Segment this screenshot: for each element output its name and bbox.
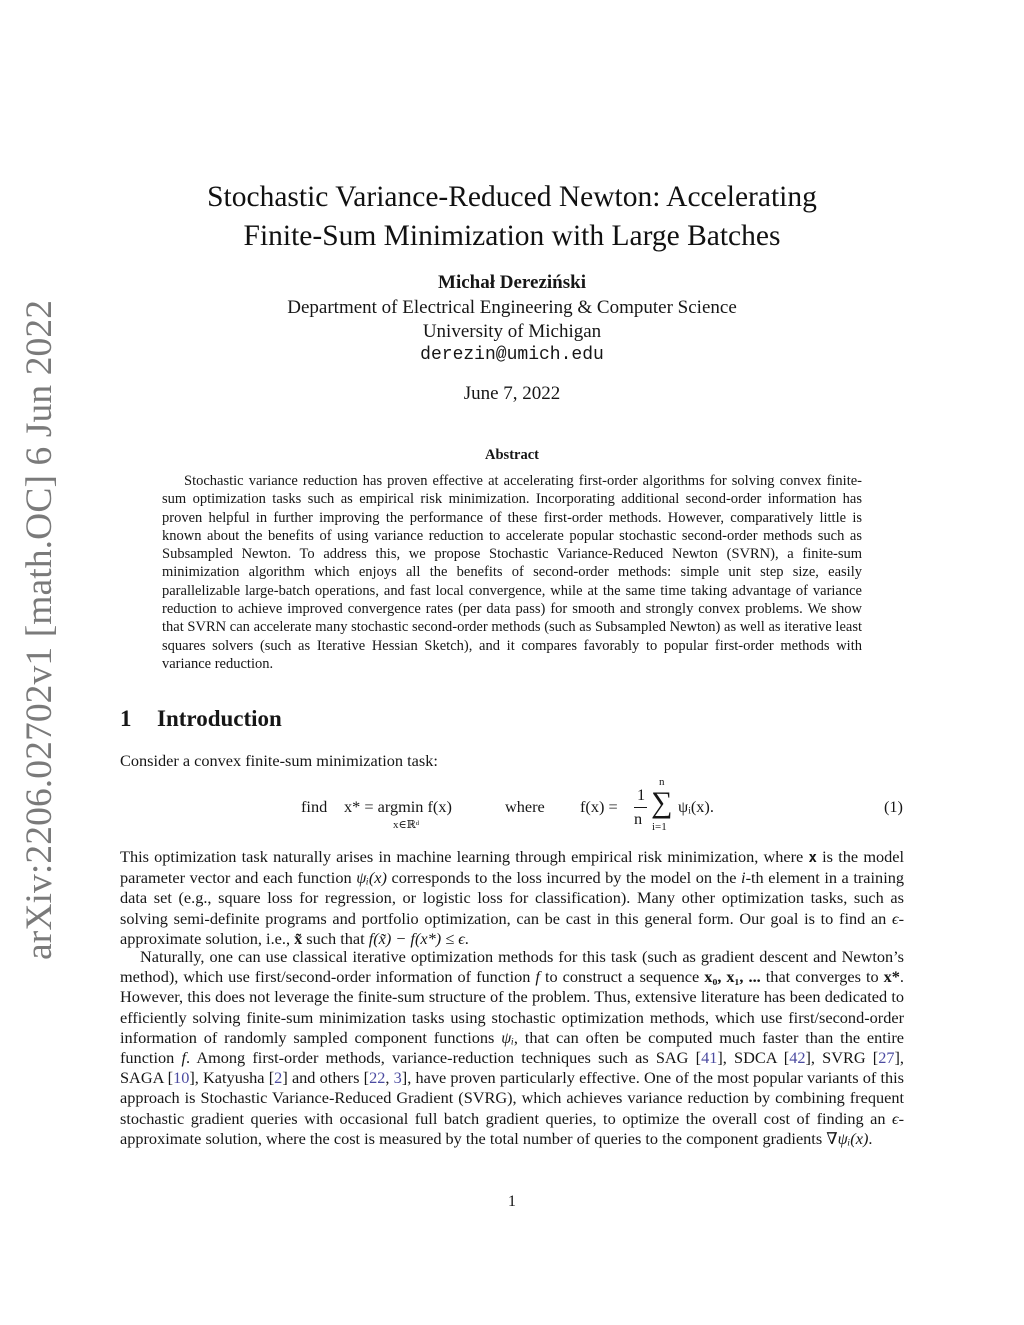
- text: -th element in a training data set (e.g., square loss for regression, or logistic loss for classification). Many other optimization tasks, such as solving semi-definite programs and portfolio optimization, can be cast in this general form. Our goal is to find an: [120, 868, 904, 928]
- text: that converges to: [760, 967, 884, 987]
- math-psi-i-x: ψᵢ(x): [356, 868, 387, 888]
- text: ], SDCA [: [717, 1048, 790, 1068]
- text: such that: [302, 928, 369, 948]
- eq-def-lhs: f(x) =: [580, 797, 618, 816]
- citation-42[interactable]: 42: [789, 1048, 806, 1068]
- math-f: f: [535, 967, 540, 987]
- page-number: 1: [507, 1191, 517, 1210]
- citation-10[interactable]: 10: [173, 1068, 190, 1088]
- math-psi-i: ψᵢ: [501, 1027, 514, 1047]
- title-line-1: Stochastic Variance-Reduced Newton: Accelerating: [207, 181, 817, 213]
- text: ], Katyusha [: [189, 1068, 275, 1088]
- intro-paragraph-1: [120, 847, 904, 949]
- math-x: x: [808, 850, 817, 866]
- text: Naturally, one can use classical iterative optimization methods for this task (such as gradient descent and Newton’s method), which use first/second-order information of function: [120, 947, 904, 987]
- eq-argmin-subscript: x∈ℝᵈ: [393, 819, 420, 831]
- text: . However, this does not leverage the finite-sum structure of the problem. Thus, extensive literature has been dedicated to efficiently solving finite-sum minimization tasks using stochastic optimization methods, which use first/second-order information of randomly sampled component functions: [120, 967, 904, 1047]
- citation-41[interactable]: 41: [701, 1048, 718, 1068]
- text: is the model parameter vector and each function: [120, 847, 905, 888]
- arxiv-stamp: arXiv:2206.02702v1 [math.OC] 6 Jun 2022: [19, 299, 60, 960]
- text: .: [868, 1128, 873, 1148]
- text: ,: [385, 1068, 394, 1088]
- eq-find: find: [301, 797, 328, 816]
- section-heading-introduction: [120, 706, 282, 732]
- text: ], SVRG [: [805, 1048, 879, 1068]
- eq-sum-top: n: [659, 776, 665, 788]
- eq-sum-symbol: ∑: [651, 786, 673, 819]
- eq-where: where: [505, 797, 545, 816]
- eq-sum-body: ψᵢ(x).: [678, 797, 714, 816]
- math-epsilon: ϵ: [892, 908, 899, 928]
- text: This optimization task naturally arises in machine learning through empirical risk minimization, where: [120, 847, 809, 866]
- text: , that can often be computed much faster than the entire function: [120, 1027, 904, 1068]
- intro-paragraph-2: [120, 947, 904, 1149]
- math-inequality: f(x̃) − f(x*) ≤ ϵ: [368, 928, 465, 948]
- text: ], have proven particularly effective. One of the most popular variants of this approach is Stochastic Variance-Reduced Gradient (SVRG), which achieves variance reduction by combining frequent stochastic gradient queries with occasional full batch gradient queries, to optimize the overall cost of finding an: [120, 1068, 905, 1128]
- eq-number: (1): [884, 797, 903, 816]
- citation-2[interactable]: 2: [274, 1068, 283, 1088]
- text: -approximate solution, i.e.,: [120, 908, 904, 948]
- abstract-heading: Abstract: [485, 447, 539, 463]
- section-title: Introduction: [157, 706, 282, 731]
- equation-1: [120, 776, 904, 837]
- section-number: 1: [120, 706, 132, 731]
- author-department: Department of Electrical Engineering & Computer Science: [287, 297, 737, 318]
- math-x-star: x*: [883, 967, 900, 987]
- eq-frac-num: 1: [637, 785, 646, 804]
- text: -approximate solution, where the cost is measured by the total number of queries to the component gradients: [120, 1108, 904, 1148]
- paper-date: June 7, 2022: [463, 383, 561, 404]
- author-university: University of Michigan: [422, 321, 602, 342]
- eq-sum-bottom: i=1: [652, 821, 667, 833]
- citation-3[interactable]: 3: [393, 1068, 402, 1088]
- author-name: Michał Dereziński: [438, 272, 586, 293]
- abstract-text: Stochastic variance reduction has proven effective at accelerating first-order algorithms for solving convex finite-sum optimization tasks such as empirical risk minimization. Incorporating additional second-order information has proven helpful in further improving the performance of these first-order methods. However, comparatively little is known about the benefits of using variance reduction to accelerate popular stochastic second-order methods such as Subsampled Newton. To address this, we propose Stochastic Variance-Reduced Newton (SVRN), a finite-sum minimization algorithm which enjoys all the benefits of second-order methods: simple unit step size, easily parallelizable large-batch operations, and fast local convergence, while at the same time taking advantage of variance reduction to achieve improved convergence rates (per data pass) for smooth and strongly convex problems. We show that SVRN can accelerate many stochastic second-order methods (such as Subsampled Newton) as well as iterative least squares solvers (such as Iterative Hessian Sketch), and it compares favorably to popular first-order methods with variance reduction.: [162, 473, 862, 672]
- text: .: [464, 928, 469, 948]
- eq-argmin: x* = argmin f(x): [344, 797, 452, 816]
- author-email[interactable]: derezin@umich.edu: [420, 345, 604, 365]
- math-epsilon: ϵ: [892, 1108, 899, 1128]
- text: . Among first-order methods, variance-reduction techniques such as SAG [: [185, 1048, 702, 1068]
- paper-title: [120, 178, 904, 256]
- citation-27[interactable]: 27: [878, 1048, 895, 1068]
- eq-frac-den: n: [634, 809, 643, 828]
- text: ] and others [: [282, 1068, 370, 1088]
- intro-paragraph-0: Consider a convex finite-sum minimization task:: [120, 751, 438, 770]
- math-sequence: x₀, x₁, ...: [704, 967, 761, 987]
- text: to construct a sequence: [539, 967, 705, 987]
- math-i: i: [741, 868, 746, 888]
- text: ], SAGA [: [120, 1048, 904, 1088]
- citation-22[interactable]: 22: [369, 1068, 386, 1088]
- eq-frac-bar: [634, 807, 647, 808]
- math-gradient: ∇ψᵢ(x): [826, 1128, 869, 1148]
- math-x-tilde: x̃: [294, 928, 303, 948]
- title-line-2: Finite-Sum Minimization with Large Batches: [243, 220, 781, 252]
- math-f: f: [181, 1048, 186, 1068]
- text: corresponds to the loss incurred by the model on the: [386, 868, 742, 888]
